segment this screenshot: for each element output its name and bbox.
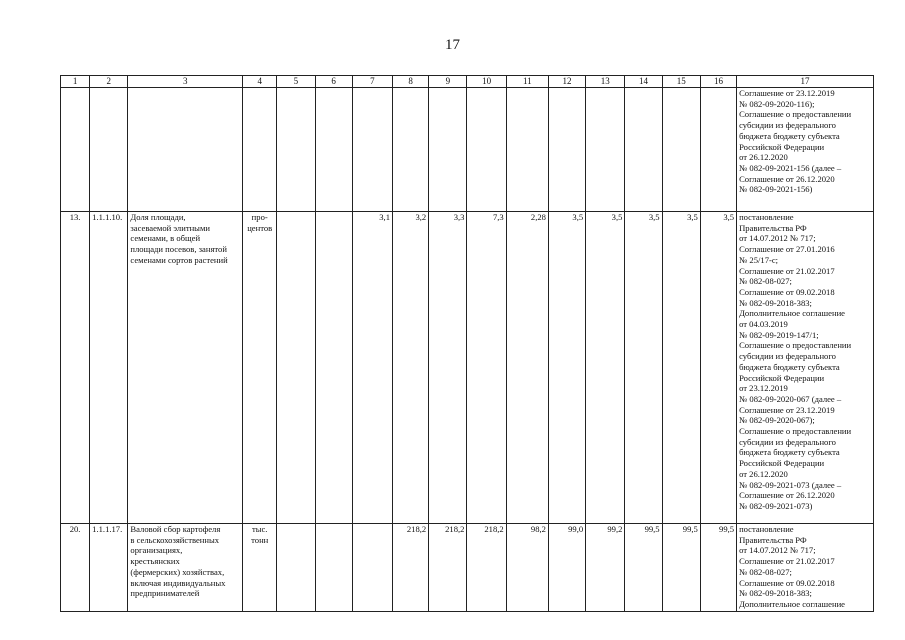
value-cell xyxy=(393,88,429,212)
header-cell: 2 xyxy=(90,76,128,88)
value-cell: 99,5 xyxy=(625,524,662,612)
value-cell xyxy=(277,88,315,212)
value-cell xyxy=(315,88,352,212)
header-cell: 12 xyxy=(548,76,585,88)
row-number: 13. xyxy=(61,212,90,524)
value-cell: 3,5 xyxy=(625,212,662,524)
legal-basis-text: постановление Правительства РФ от 14.07.2012 № 717; Соглашение от 27.01.2016 № 25/17-с; Соглашение от 21.02.2017 № 082-08-027; Соглашение от 09.02.2018 № 082-09-2018-383; Дополнительное соглашение от 04.03.2019 № 082-09-2019-147/1; Соглашение о предоставлении субсидии из федерального бюджета бюджету субъекта Российской Федерации от 23.12.2019 № 082-09-2020-067 (далее – Соглашение от 23.12.2019 № 082-09-2020-067); Соглашение о предоставлении субсидии из федерального бюджета бюджету субъекта Российской Федерации от 26.12.2020 № 082-09-2021-073 (далее – Соглашение от 26.12.2020 № 082-09-2021-073) xyxy=(739,212,852,511)
header-cell: 3 xyxy=(128,76,243,88)
value-cell xyxy=(352,524,392,612)
value-cell: 3,5 xyxy=(586,212,625,524)
value-cell: 3,1 xyxy=(352,212,392,524)
value-cell: 98,2 xyxy=(506,524,548,612)
row-number xyxy=(61,88,90,212)
legal-basis-cell xyxy=(737,524,874,612)
table-row xyxy=(61,88,874,212)
value-cell: 99,5 xyxy=(700,524,736,612)
value-cell: 218,2 xyxy=(393,524,429,612)
value-cell xyxy=(467,88,506,212)
header-cell: 15 xyxy=(662,76,700,88)
value-cell xyxy=(548,88,585,212)
legal-basis-cell xyxy=(737,212,874,524)
indicator-name-text: Валовой сбор картофеля в сельскохозяйственных организациях, крестьянских (фермерских) хозяйствах, включая индивидуальных предпринимателей xyxy=(130,524,226,599)
value-cell: 3,5 xyxy=(662,212,700,524)
header-cell: 7 xyxy=(352,76,392,88)
value-cell: 3,2 xyxy=(393,212,429,524)
unit-cell xyxy=(243,524,277,612)
indicator-code xyxy=(90,88,128,212)
value-cell: 3,5 xyxy=(700,212,736,524)
indicator-code: 1.1.1.17. xyxy=(90,524,128,612)
unit-text: про- центов xyxy=(247,212,273,233)
value-cell: 218,2 xyxy=(429,524,467,612)
header-cell: 16 xyxy=(700,76,736,88)
value-cell: 7,3 xyxy=(467,212,506,524)
value-cell xyxy=(277,212,315,524)
value-cell xyxy=(277,524,315,612)
value-cell xyxy=(315,212,352,524)
header-cell: 5 xyxy=(277,76,315,88)
header-cell: 13 xyxy=(586,76,625,88)
unit-cell xyxy=(243,212,277,524)
indicator-code: 1.1.1.10. xyxy=(90,212,128,524)
value-cell xyxy=(352,88,392,212)
value-cell xyxy=(586,88,625,212)
header-cell: 1 xyxy=(61,76,90,88)
value-cell: 3,5 xyxy=(548,212,585,524)
header-cell: 4 xyxy=(243,76,277,88)
indicator-name xyxy=(128,212,243,524)
value-cell: 218,2 xyxy=(467,524,506,612)
value-cell: 2,28 xyxy=(506,212,548,524)
value-cell: 99,5 xyxy=(662,524,700,612)
header-cell: 10 xyxy=(467,76,506,88)
value-cell: 3,3 xyxy=(429,212,467,524)
indicator-name xyxy=(128,524,243,612)
legal-basis-cell xyxy=(737,88,874,212)
indicator-name xyxy=(128,88,243,212)
header-row xyxy=(61,76,874,88)
unit-cell xyxy=(243,88,277,212)
indicator-table xyxy=(60,75,874,612)
header-cell: 9 xyxy=(429,76,467,88)
legal-basis-text: Соглашение от 23.12.2019 № 082-09-2020-116); Соглашение о предоставлении субсидии из федерального бюджета бюджету субъекта Российской Федерации от 26.12.2020 № 082-09-2021-156 (далее – Соглашение от 26.12.2020 № 082-09-2021-156) xyxy=(739,88,852,195)
unit-text: тыс. тонн xyxy=(251,524,269,545)
row-number: 20. xyxy=(61,524,90,612)
header-cell: 14 xyxy=(625,76,662,88)
value-cell xyxy=(506,88,548,212)
indicator-name-text: Доля площади, засеваемой элитными семенами, в общей площади посевов, занятой семенами сортов растений xyxy=(130,212,228,265)
value-cell: 99,2 xyxy=(586,524,625,612)
value-cell xyxy=(315,524,352,612)
value-cell: 99,0 xyxy=(548,524,585,612)
value-cell xyxy=(625,88,662,212)
header-cell: 6 xyxy=(315,76,352,88)
header-cell: 17 xyxy=(737,76,874,88)
value-cell xyxy=(700,88,736,212)
value-cell xyxy=(429,88,467,212)
value-cell xyxy=(662,88,700,212)
header-cell: 11 xyxy=(506,76,548,88)
table-row xyxy=(61,524,874,612)
legal-basis-text: постановление Правительства РФ от 14.07.2012 № 717; Соглашение от 21.02.2017 № 082-08-027; Соглашение от 09.02.2018 № 082-09-2018-383; Дополнительное соглашение xyxy=(739,524,845,609)
page-number: 17 xyxy=(445,37,460,53)
table-row xyxy=(61,212,874,524)
header-cell: 8 xyxy=(393,76,429,88)
